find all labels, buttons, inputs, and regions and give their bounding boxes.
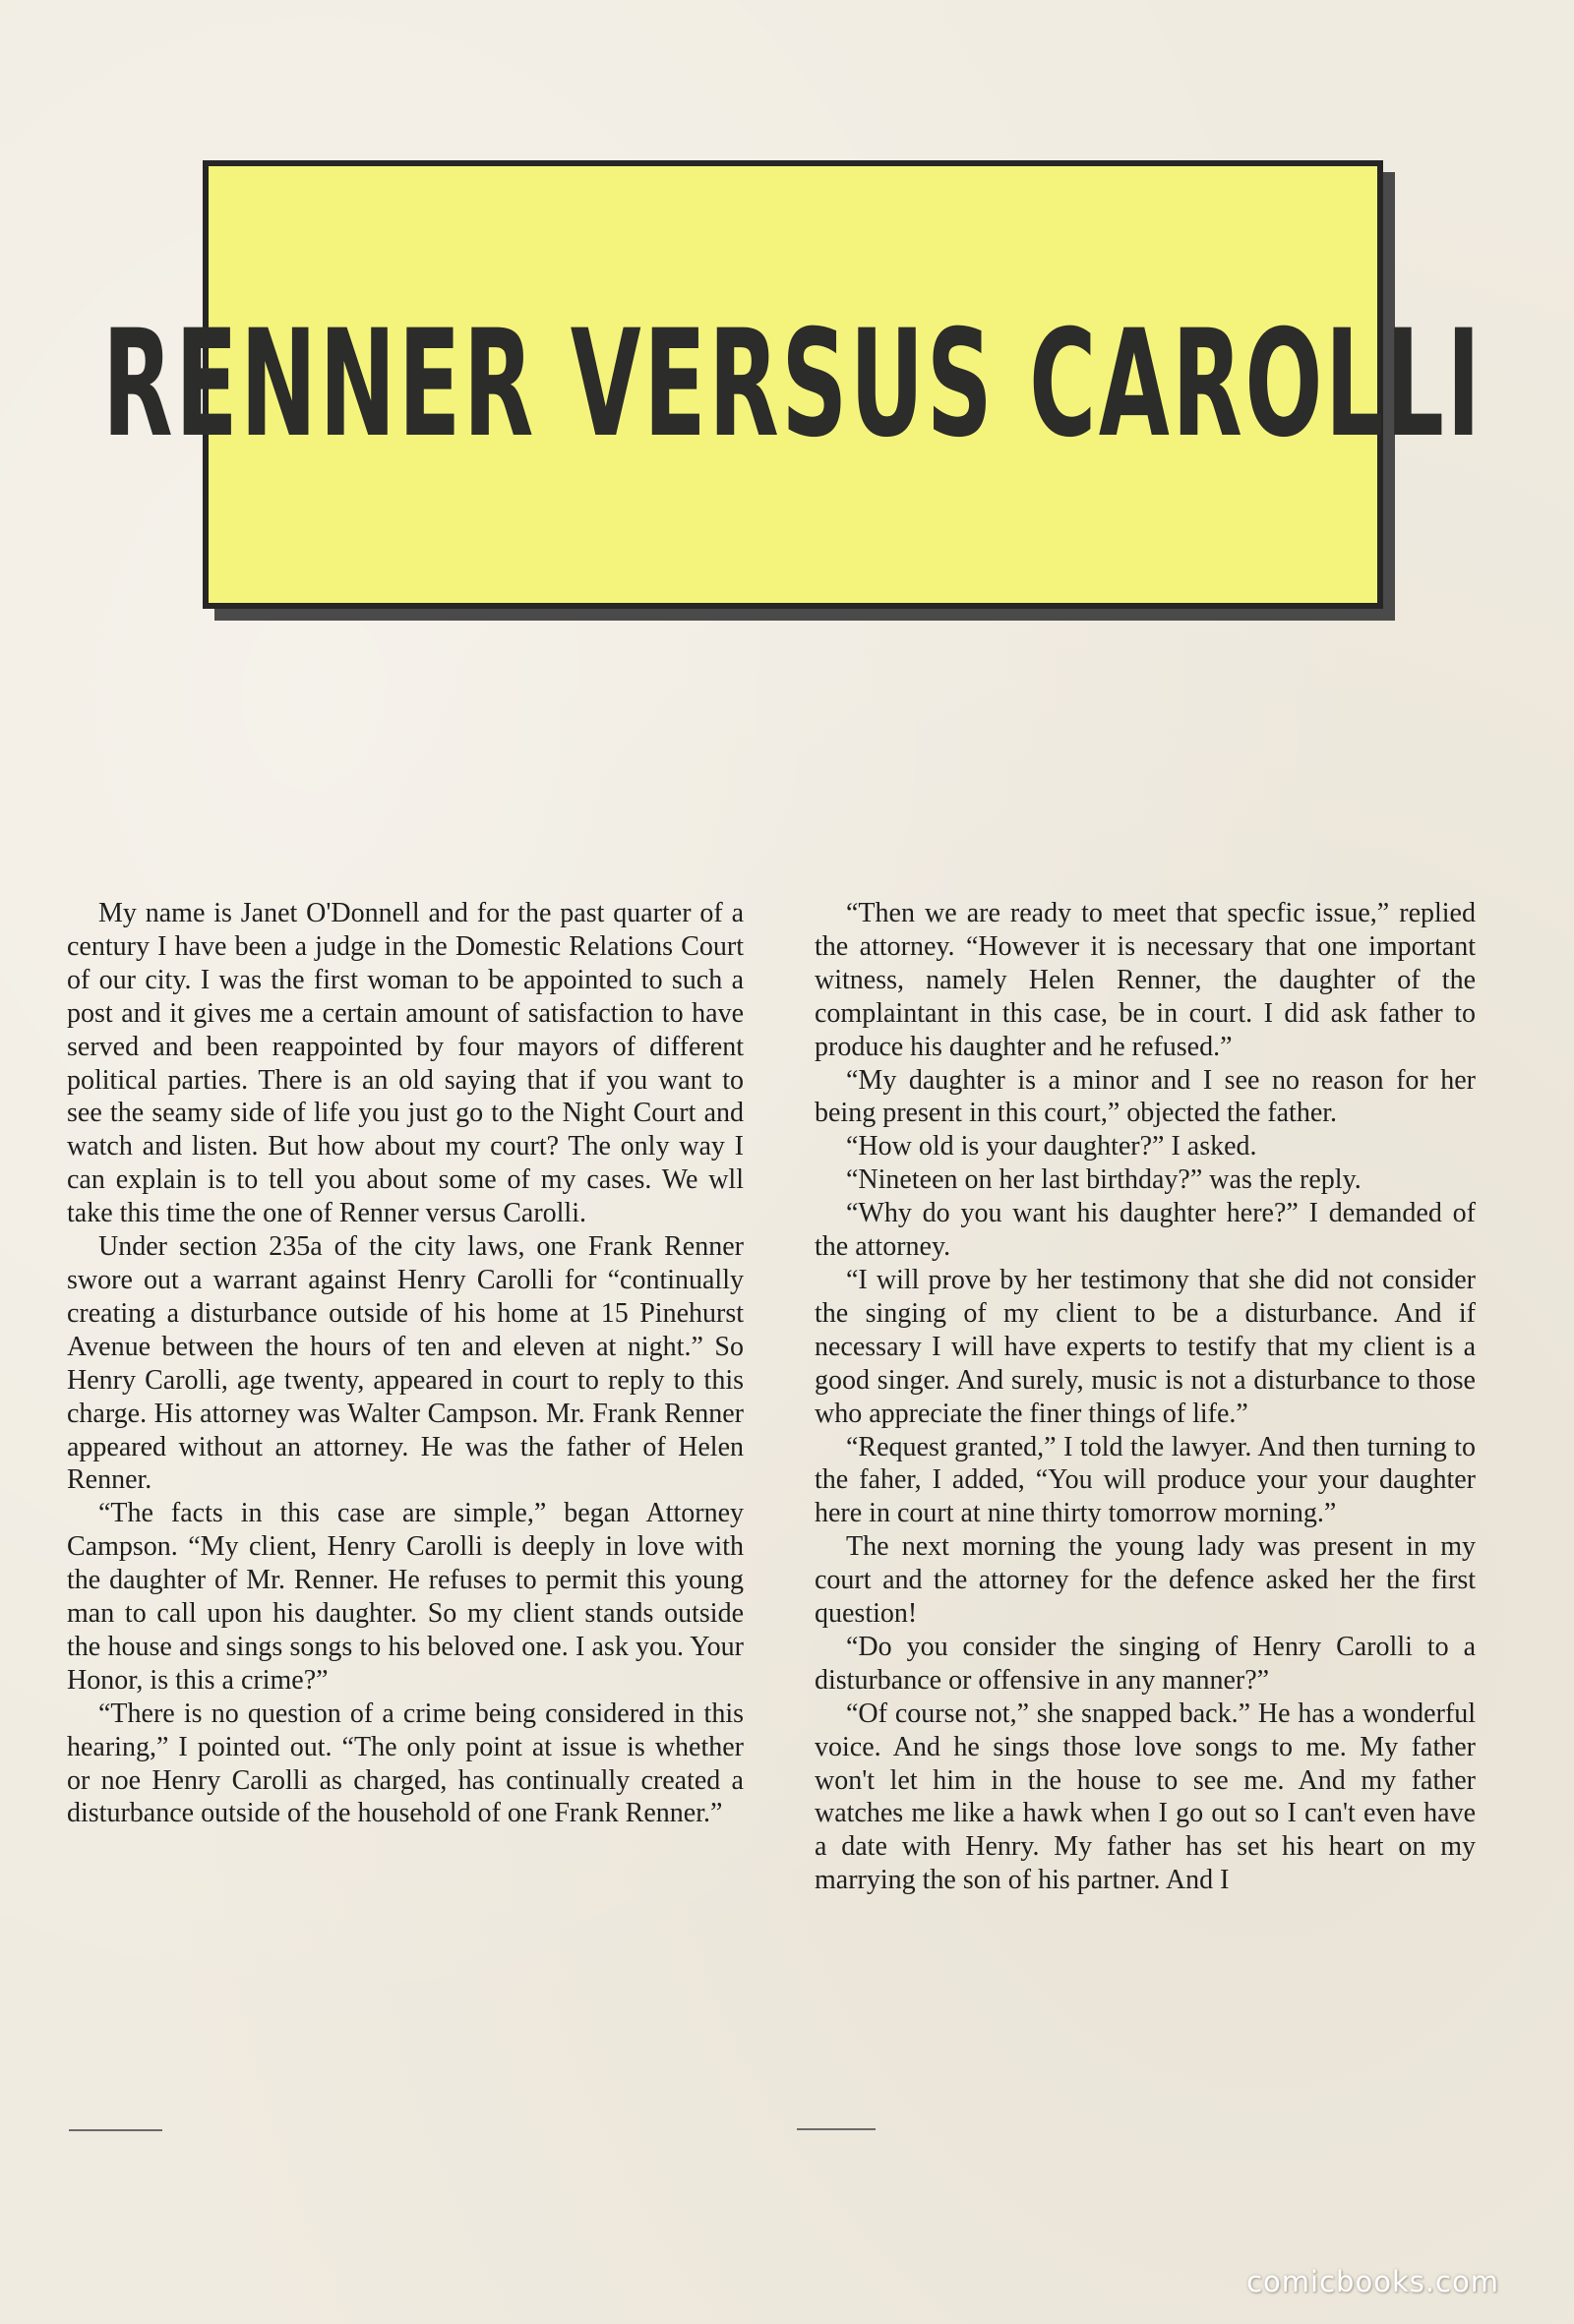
paragraph: “My daughter is a minor and I see no reason for her being present in this court,” objected the father.	[815, 1064, 1476, 1129]
paragraph: “The facts in this case are simple,” began Attorney Campson. “My client, Henry Carolli is deeply in love with the daughter of Mr. Renner. He refuses to permit this young man to call upon his daughter. So my client stands outside the house and sings songs to his beloved one. I ask you. Your Honor, is this a crime?”	[67, 1498, 744, 1696]
paragraph: “I will prove by her testimony that she did not consider the singing of my client to be a disturbance. And if necessary I will have experts to testify that my client is a good singer. And surely, music is not a disturbance to those who appreciate the finer things of life.”	[815, 1264, 1476, 1429]
watermark: comicbooks.com	[1246, 2265, 1499, 2298]
paragraph: “Do you consider the singing of Henry Carolli to a disturbance or offensive in any manner?”	[815, 1631, 1476, 1696]
paragraph: Under section 235a of the city laws, one Frank Renner swore out a warrant against Henry Carolli for “continually creating a disturbance outside of his home at 15 Pinehurst Avenue between the hours of ten and eleven at night.” So Henry Carolli, age twenty, appeared in court to reply to this charge. His attorney was Walter Campson. Mr. Frank Renner appeared without an attorney. He was the father of Helen Renner.	[67, 1231, 744, 1496]
paragraph: The next morning the young lady was present in my court and the attorney for the defence asked her the first question!	[815, 1531, 1476, 1630]
paragraph: “Then we are ready to meet that specfic issue,” replied the attorney. “However it is necessary that one important witness, namely Helen Renner, the daughter of the complaintant in this case, be in court. I did ask father to produce his daughter and he refused.”	[815, 898, 1476, 1062]
column-end-rule	[797, 2128, 876, 2130]
paragraph: “Request granted,” I told the lawyer. And then turning to the faher, I added, “You will produce your your daughter here in court at nine thirty tomorrow morning.”	[815, 1431, 1476, 1529]
paragraph: “How old is your daughter?” I asked.	[846, 1131, 1257, 1162]
left-text-column	[67, 897, 744, 1830]
paragraph: “Why do you want his daughter here?” I demanded of the attorney.	[815, 1198, 1476, 1263]
paragraph: “There is no question of a crime being considered in this hearing,” I pointed out. “The only point at issue is whether or noe Henry Carolli as charged, has continually created a disturbance outside of the household of one Frank Renner.”	[67, 1698, 744, 1829]
right-text-column	[815, 897, 1476, 1897]
paragraph: “Of course not,” she snapped back.” He has a wonderful voice. And he sings those love songs to me. My father won't let him in the house to see me. And my father watches me like a hawk when I go out so I can't even have a date with Henry. My father has set his heart on my marrying the son of his partner. And I	[815, 1698, 1476, 1896]
story-title: RENNER VERSUS CAROLLI	[102, 299, 1483, 470]
paragraph: “Nineteen on her last birthday?” was the reply.	[846, 1164, 1362, 1196]
column-end-rule	[69, 2129, 162, 2131]
title-panel	[102, 160, 1483, 609]
paragraph: My name is Janet O'Donnell and for the past quarter of a century I have been a judge in the Domestic Relations Court of our city. I was the first woman to be appointed to such a post and it gives me a certain amount of satisfaction to have served and been reappointed by four mayors of different political parties. There is an old saying that if you want to see the seamy side of life you just go to the Night Court and watch and listen. But how about my court? The only way I can explain is to tell you about some of my cases. We wll take this time the one of Renner versus Carolli.	[67, 898, 744, 1229]
